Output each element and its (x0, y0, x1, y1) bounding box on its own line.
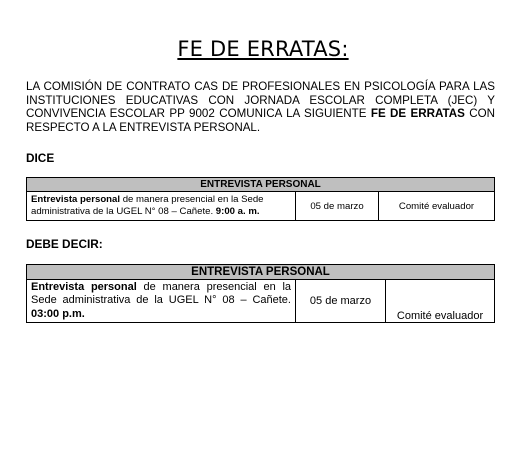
table-debe-decir (26, 264, 495, 323)
table-row (27, 192, 495, 221)
page-title: FE DE ERRATAS: (177, 37, 349, 61)
date-cell: 05 de marzo (296, 192, 379, 221)
table-header: ENTREVISTA PERSONAL (27, 265, 495, 280)
activity-time: 9:00 a. m. (215, 206, 260, 217)
activity-bold: Entrevista personal (31, 280, 137, 293)
activity-bold: Entrevista personal (31, 194, 121, 205)
debe-decir-heading: DEBE DECIR: (26, 237, 103, 251)
paragraph-text: LA COMISIÓN DE CONTRATO CAS DE PROFESIONALES EN PSICOLOGÍA PARA LAS INSTITUCIONES EDUCATIVAS CON JORNADA ESCOLAR COMPLETA (JEC) Y CONVIVENCIA ESCOLAR PP 9002 COMUNICA LA SIGUIENTE (26, 80, 495, 121)
activity-cell (27, 192, 296, 221)
table-dice (26, 177, 495, 221)
dice-heading: DICE (26, 151, 55, 165)
paragraph-bold-text: FE DE ERRATAS (370, 107, 465, 121)
table-row (27, 280, 495, 323)
activity-cell (27, 280, 296, 323)
table-header: ENTREVISTA PERSONAL (27, 178, 495, 192)
activity-text: de manera presencial en la Sede administrativa de la UGEL N° 08 – Cañete. (31, 194, 264, 217)
responsible-cell: Comité evaluador (379, 192, 495, 221)
activity-text: de manera presencial en la Sede administrativa de la UGEL N° 08 – Cañete. (31, 280, 292, 307)
paragraph-end-text: CON RESPECTO A LA ENTREVISTA PERSONAL. (26, 107, 495, 134)
activity-time: 03:00 p.m. (31, 307, 85, 320)
responsible-cell: Comité evaluador (386, 280, 495, 323)
announcement-paragraph (26, 80, 495, 134)
date-cell: 05 de marzo (296, 280, 386, 323)
